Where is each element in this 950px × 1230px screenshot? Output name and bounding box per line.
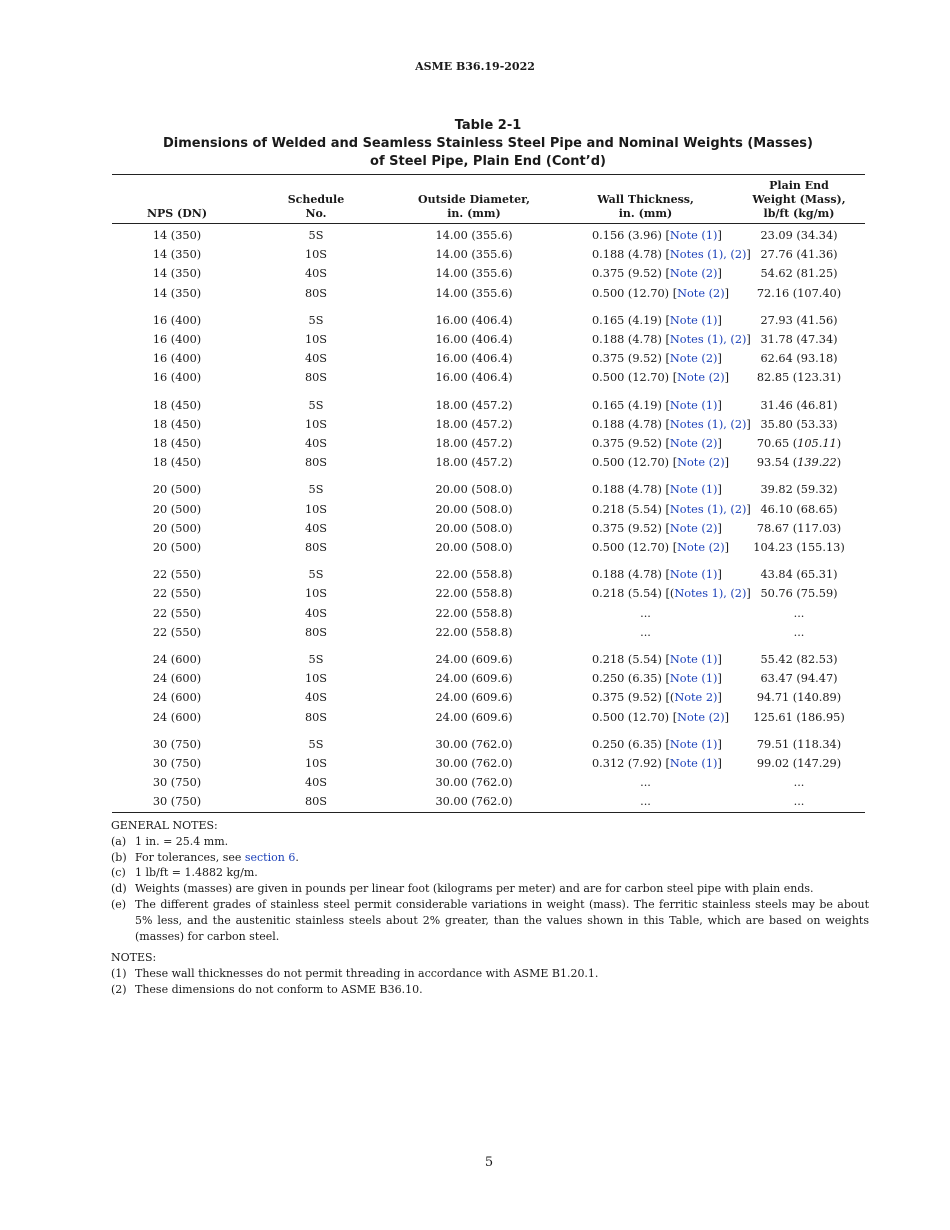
table-row <box>112 584 865 603</box>
note-reference-link[interactable]: Note (1) <box>669 737 718 751</box>
note-reference-link[interactable]: Note (2) <box>669 437 718 451</box>
cell-schedule: 40S <box>304 691 328 705</box>
cell-outside-diameter: 22.00 (558.8) <box>435 587 513 601</box>
cell-weight: 31.78 (47.34) <box>760 333 838 347</box>
cell-schedule: 80S <box>304 625 328 639</box>
cell-wall-thickness: 0.218 (5.54) [Note (1)] <box>592 653 722 667</box>
cell-nps: 24 (600) <box>152 653 202 667</box>
cell-wall-thickness: 0.500 (12.70) [Note (2)] <box>592 710 730 724</box>
cell-weight: ... <box>793 625 805 639</box>
cell-weight: 54.62 (81.25) <box>760 267 838 281</box>
cell-nps: 14 (350) <box>152 229 202 242</box>
cell-schedule: 80S <box>304 371 328 385</box>
cell-weight: 99.02 (147.29) <box>756 757 842 771</box>
cell-nps: 22 (550) <box>152 625 202 639</box>
table-row <box>112 519 865 538</box>
cell-wall-thickness: 0.312 (7.92) [Note (1)] <box>592 757 722 771</box>
cell-weight: ... <box>793 776 805 790</box>
column-header-schedule: Schedule No. <box>287 193 345 220</box>
cell-weight: 27.93 (41.56) <box>760 313 838 327</box>
cell-weight: 27.76 (41.36) <box>760 248 838 262</box>
cell-weight: 72.16 (107.40) <box>756 286 842 300</box>
cell-weight: ... <box>793 606 805 620</box>
cell-schedule: 5S <box>308 737 324 751</box>
table-row <box>112 388 865 415</box>
cell-schedule: 10S <box>304 587 328 601</box>
table-header <box>112 175 865 224</box>
cell-weight: 23.09 (34.34) <box>760 229 838 242</box>
cell-wall-thickness: 0.188 (4.78) [Note (1)] <box>592 483 722 497</box>
cell-wall-thickness: 0.156 (3.96) [Note (1)] <box>592 229 722 242</box>
table-row <box>112 434 865 453</box>
cell-wall-thickness: 0.375 (9.52) [Note (2)] <box>592 352 722 366</box>
note-reference-link[interactable]: Note (1) <box>669 398 718 412</box>
cell-schedule: 80S <box>304 286 328 300</box>
cell-outside-diameter: 14.00 (355.6) <box>435 248 513 262</box>
notes-section <box>111 818 869 998</box>
cell-outside-diameter: 18.00 (457.2) <box>435 456 513 470</box>
cell-wall-thickness: 0.500 (12.70) [Note (2)] <box>592 286 730 300</box>
table-row <box>112 604 865 623</box>
cell-outside-diameter: 20.00 (508.0) <box>435 502 513 516</box>
table-title-line-2: of Steel Pipe, Plain End (Cont’d) <box>370 154 606 169</box>
cell-weight: 78.67 (117.03) <box>756 521 842 535</box>
table-row <box>112 669 865 688</box>
note-reference-link[interactable]: Note (1) <box>669 653 718 667</box>
table-number: Table 2-1 <box>454 118 522 133</box>
cell-outside-diameter: 16.00 (406.4) <box>435 333 513 347</box>
cell-schedule: 10S <box>304 502 328 516</box>
cell-outside-diameter: 14.00 (355.6) <box>435 267 513 281</box>
note-reference-link[interactable]: Note (2) <box>677 710 725 724</box>
table-row <box>112 303 865 330</box>
cell-schedule: 10S <box>304 672 328 686</box>
cell-outside-diameter: 24.00 (609.6) <box>435 710 513 724</box>
cell-wall-thickness: 0.165 (4.19) [Note (1)] <box>592 398 722 412</box>
cell-outside-diameter: 30.00 (762.0) <box>435 737 513 751</box>
cell-nps: 18 (450) <box>152 456 202 470</box>
cell-wall-thickness: 0.500 (12.70) [Note (2)] <box>592 456 730 470</box>
cell-weight: 35.80 (53.33) <box>760 417 838 431</box>
cell-weight: 104.23 (155.13) <box>753 541 845 555</box>
cell-wall-thickness: 0.375 (9.52) [Note (2)] <box>592 521 722 535</box>
document-header: ASME B36.19-2022 <box>415 60 535 73</box>
cell-nps: 30 (750) <box>152 776 202 790</box>
cell-nps: 22 (550) <box>152 568 202 582</box>
cell-nps: 18 (450) <box>152 398 202 412</box>
general-note-item: (c) 1 lb/ft = 1.4882 kg/m. <box>111 866 258 880</box>
cell-wall-thickness: 0.250 (6.35) [Note (1)] <box>592 737 722 751</box>
table-row <box>112 284 865 303</box>
cell-outside-diameter: 22.00 (558.8) <box>435 625 513 639</box>
table-row <box>112 792 865 812</box>
cell-outside-diameter: 30.00 (762.0) <box>435 795 513 809</box>
note-reference-link[interactable]: Note (2) <box>669 352 718 366</box>
note-reference-link[interactable]: Note (2) <box>669 267 718 281</box>
cell-outside-diameter: 14.00 (355.6) <box>435 229 513 242</box>
cell-nps: 16 (400) <box>152 371 202 385</box>
cell-wall-thickness: 0.165 (4.19) [Note (1)] <box>592 313 722 327</box>
cell-outside-diameter: 18.00 (457.2) <box>435 398 513 412</box>
table-row <box>112 368 865 387</box>
cell-weight: 31.46 (46.81) <box>760 398 838 412</box>
note-reference-link[interactable]: Note (1) <box>669 483 718 497</box>
cell-weight: 50.76 (75.59) <box>760 587 838 601</box>
cell-nps: 16 (400) <box>152 352 202 366</box>
cell-weight: 93.54 (139.22) <box>756 456 842 470</box>
cell-weight: 63.47 (94.47) <box>760 672 838 686</box>
cell-schedule: 80S <box>304 710 328 724</box>
cell-wall-thickness: 0.500 (12.70) [Note (2)] <box>592 541 730 555</box>
general-notes-heading: GENERAL NOTES: <box>111 819 218 832</box>
cell-wall-thickness: 0.188 (4.78) [Notes (1), (2)] <box>592 417 751 431</box>
table-row <box>112 538 865 557</box>
cell-weight: 46.10 (68.65) <box>760 502 838 516</box>
cell-nps: 16 (400) <box>152 313 202 327</box>
cell-schedule: 40S <box>304 606 328 620</box>
table-row <box>112 472 865 499</box>
cell-schedule: 80S <box>304 795 328 809</box>
cell-nps: 18 (450) <box>152 417 202 431</box>
cell-outside-diameter: 22.00 (558.8) <box>435 606 513 620</box>
cell-schedule: 5S <box>308 398 324 412</box>
cell-outside-diameter: 24.00 (609.6) <box>435 653 513 667</box>
cell-outside-diameter: 18.00 (457.2) <box>435 437 513 451</box>
cell-wall-thickness: 0.188 (4.78) [Note (1)] <box>592 568 722 582</box>
cell-weight: 82.85 (123.31) <box>756 371 842 385</box>
cell-nps: 24 (600) <box>152 710 202 724</box>
note-reference-link[interactable]: Note (2) <box>677 286 725 300</box>
table-title-line-1: Dimensions of Welded and Seamless Stainless Steel Pipe and Nominal Weights (Masses) <box>162 136 813 151</box>
cell-schedule: 80S <box>304 541 328 555</box>
note-reference-link[interactable]: Notes (1), (2) <box>669 417 747 431</box>
cell-nps: 24 (600) <box>152 672 202 686</box>
cell-wall-thickness: 0.188 (4.78) [Notes (1), (2)] <box>592 333 751 347</box>
cell-nps: 14 (350) <box>152 286 202 300</box>
table-row <box>112 754 865 773</box>
cell-schedule: 10S <box>304 333 328 347</box>
cell-schedule: 5S <box>308 313 324 327</box>
table-row <box>112 224 865 246</box>
cell-outside-diameter: 30.00 (762.0) <box>435 776 513 790</box>
note-reference-link[interactable]: Note 2) <box>674 691 718 705</box>
cell-outside-diameter: 16.00 (406.4) <box>435 371 513 385</box>
cell-wall-thickness: ... <box>640 606 651 620</box>
cell-weight: 55.42 (82.53) <box>760 653 838 667</box>
table-row <box>112 453 865 472</box>
cell-outside-diameter: 30.00 (762.0) <box>435 757 513 771</box>
cell-schedule: 40S <box>304 437 328 451</box>
note-reference-link[interactable]: Note (1) <box>669 757 718 771</box>
cell-weight: ... <box>793 795 805 809</box>
cell-nps: 30 (750) <box>152 795 202 809</box>
cell-nps: 14 (350) <box>152 248 202 262</box>
cell-outside-diameter: 20.00 (508.0) <box>435 521 513 535</box>
cell-wall-thickness: 0.375 (9.52) [Note (2)] <box>592 267 722 281</box>
note-reference-link[interactable]: Note (2) <box>677 371 725 385</box>
cell-outside-diameter: 18.00 (457.2) <box>435 417 513 431</box>
column-header-nps: NPS (DN) <box>146 207 208 220</box>
column-header-outside-diameter: Outside Diameter, in. (mm) <box>418 193 530 220</box>
cell-wall-thickness: ... <box>640 776 651 790</box>
cell-outside-diameter: 24.00 (609.6) <box>435 691 513 705</box>
cell-weight: 94.71 (140.89) <box>756 691 842 705</box>
notes-heading: NOTES: <box>111 951 157 965</box>
table-row <box>112 349 865 368</box>
table-row <box>112 500 865 519</box>
general-note-item: (a) 1 in. = 25.4 mm. <box>111 834 229 848</box>
cell-wall-thickness: 0.375 (9.52) [(Note 2)] <box>592 691 722 705</box>
cell-nps: 20 (500) <box>152 483 202 497</box>
note-reference-link[interactable]: Note (1) <box>669 229 718 242</box>
table-row <box>112 642 865 669</box>
note-item: (2) These dimensions do not conform to ASME B36.10. <box>111 982 423 996</box>
cell-nps: 20 (500) <box>152 521 202 535</box>
table-row <box>112 708 865 727</box>
cell-wall-thickness: 0.500 (12.70) [Note (2)] <box>592 371 730 385</box>
cell-nps: 22 (550) <box>152 587 202 601</box>
cell-outside-diameter: 20.00 (508.0) <box>435 541 513 555</box>
cell-schedule: 5S <box>308 483 324 497</box>
cell-wall-thickness: 0.375 (9.52) [Note (2)] <box>592 437 722 451</box>
cell-wall-thickness: 0.250 (6.35) [Note (1)] <box>592 672 722 686</box>
table-row <box>112 557 865 584</box>
note-reference-link[interactable]: Note (2) <box>677 541 725 555</box>
page-number: 5 <box>484 1155 494 1170</box>
cell-schedule: 10S <box>304 757 328 771</box>
cell-schedule: 80S <box>304 456 328 470</box>
cell-wall-thickness: ... <box>640 795 651 809</box>
note-reference-link[interactable]: Notes 1), (2) <box>674 587 747 601</box>
cell-weight: 39.82 (59.32) <box>760 483 838 497</box>
cell-weight: 79.51 (118.34) <box>756 737 842 751</box>
column-header-weight: Plain End Weight (Mass), lb/ft (kg/m) <box>752 179 846 220</box>
note-item: (1) These wall thicknesses do not permit threading in accordance with ASME B1.20.1. <box>111 967 599 981</box>
cell-schedule: 40S <box>304 352 328 366</box>
cell-nps: 30 (750) <box>152 757 202 771</box>
note-reference-link[interactable]: Note (1) <box>669 313 718 327</box>
section-6-link[interactable]: section 6 <box>244 850 296 864</box>
table-row <box>112 264 865 283</box>
cell-schedule: 40S <box>304 267 328 281</box>
note-reference-link[interactable]: Note (1) <box>669 568 718 582</box>
table-row <box>112 415 865 434</box>
note-reference-link[interactable]: Notes (1), (2) <box>669 248 747 262</box>
cell-weight: 43.84 (65.31) <box>760 568 838 582</box>
table-row <box>112 727 865 754</box>
note-reference-link[interactable]: Note (2) <box>669 521 718 535</box>
cell-nps: 20 (500) <box>152 502 202 516</box>
table-body <box>112 224 865 813</box>
table-row <box>112 623 865 642</box>
cell-nps: 22 (550) <box>152 606 202 620</box>
general-note-item: (d) Weights (masses) are given in pounds per linear foot (kilograms per meter) and are for carbon steel pipe with plain ends. <box>111 882 814 896</box>
table-row <box>112 773 865 792</box>
cell-wall-thickness: 0.188 (4.78) [Notes (1), (2)] <box>592 248 751 262</box>
table-row <box>112 330 865 349</box>
table-row <box>112 688 865 707</box>
cell-weight: 125.61 (186.95) <box>753 710 845 724</box>
cell-schedule: 10S <box>304 248 328 262</box>
cell-nps: 16 (400) <box>152 333 202 347</box>
cell-schedule: 40S <box>304 776 328 790</box>
note-reference-link[interactable]: Notes (1), (2) <box>669 502 747 516</box>
general-note-item: (e) The different grades of stainless steel permit considerable variations in weight (mass). The ferritic stainless steels may be about 5% less, and the austenitic stainless steels about 2% greater, than the values shown in this Table, which are based on weights (masses) for carbon steel. <box>111 897 869 943</box>
note-reference-link[interactable]: Note (1) <box>669 672 718 686</box>
cell-outside-diameter: 16.00 (406.4) <box>435 352 513 366</box>
cell-schedule: 5S <box>308 653 324 667</box>
cell-nps: 14 (350) <box>152 267 202 281</box>
cell-wall-thickness: 0.218 (5.54) [(Notes 1), (2)] <box>592 587 751 601</box>
cell-outside-diameter: 22.00 (558.8) <box>435 568 513 582</box>
cell-schedule: 40S <box>304 521 328 535</box>
cell-nps: 30 (750) <box>152 737 202 751</box>
cell-nps: 24 (600) <box>152 691 202 705</box>
cell-outside-diameter: 14.00 (355.6) <box>435 286 513 300</box>
cell-nps: 20 (500) <box>152 541 202 555</box>
cell-schedule: 5S <box>308 568 324 582</box>
general-note-item: (b) For tolerances, see section 6. <box>111 850 299 864</box>
cell-outside-diameter: 20.00 (508.0) <box>435 483 513 497</box>
cell-schedule: 10S <box>304 417 328 431</box>
pipe-dimensions-table <box>112 174 865 813</box>
table-title-block <box>112 117 864 171</box>
note-reference-link[interactable]: Notes (1), (2) <box>669 333 747 347</box>
note-reference-link[interactable]: Note (2) <box>677 456 725 470</box>
column-header-wall-thickness: Wall Thickness, in. (mm) <box>597 193 694 220</box>
cell-weight: 62.64 (93.18) <box>760 352 838 366</box>
table-row <box>112 245 865 264</box>
cell-outside-diameter: 16.00 (406.4) <box>435 313 513 327</box>
cell-wall-thickness: 0.218 (5.54) [Notes (1), (2)] <box>592 502 751 516</box>
cell-schedule: 5S <box>308 229 324 242</box>
cell-wall-thickness: ... <box>640 625 651 639</box>
cell-weight: 70.65 (105.11) <box>756 437 842 451</box>
cell-nps: 18 (450) <box>152 437 202 451</box>
cell-outside-diameter: 24.00 (609.6) <box>435 672 513 686</box>
